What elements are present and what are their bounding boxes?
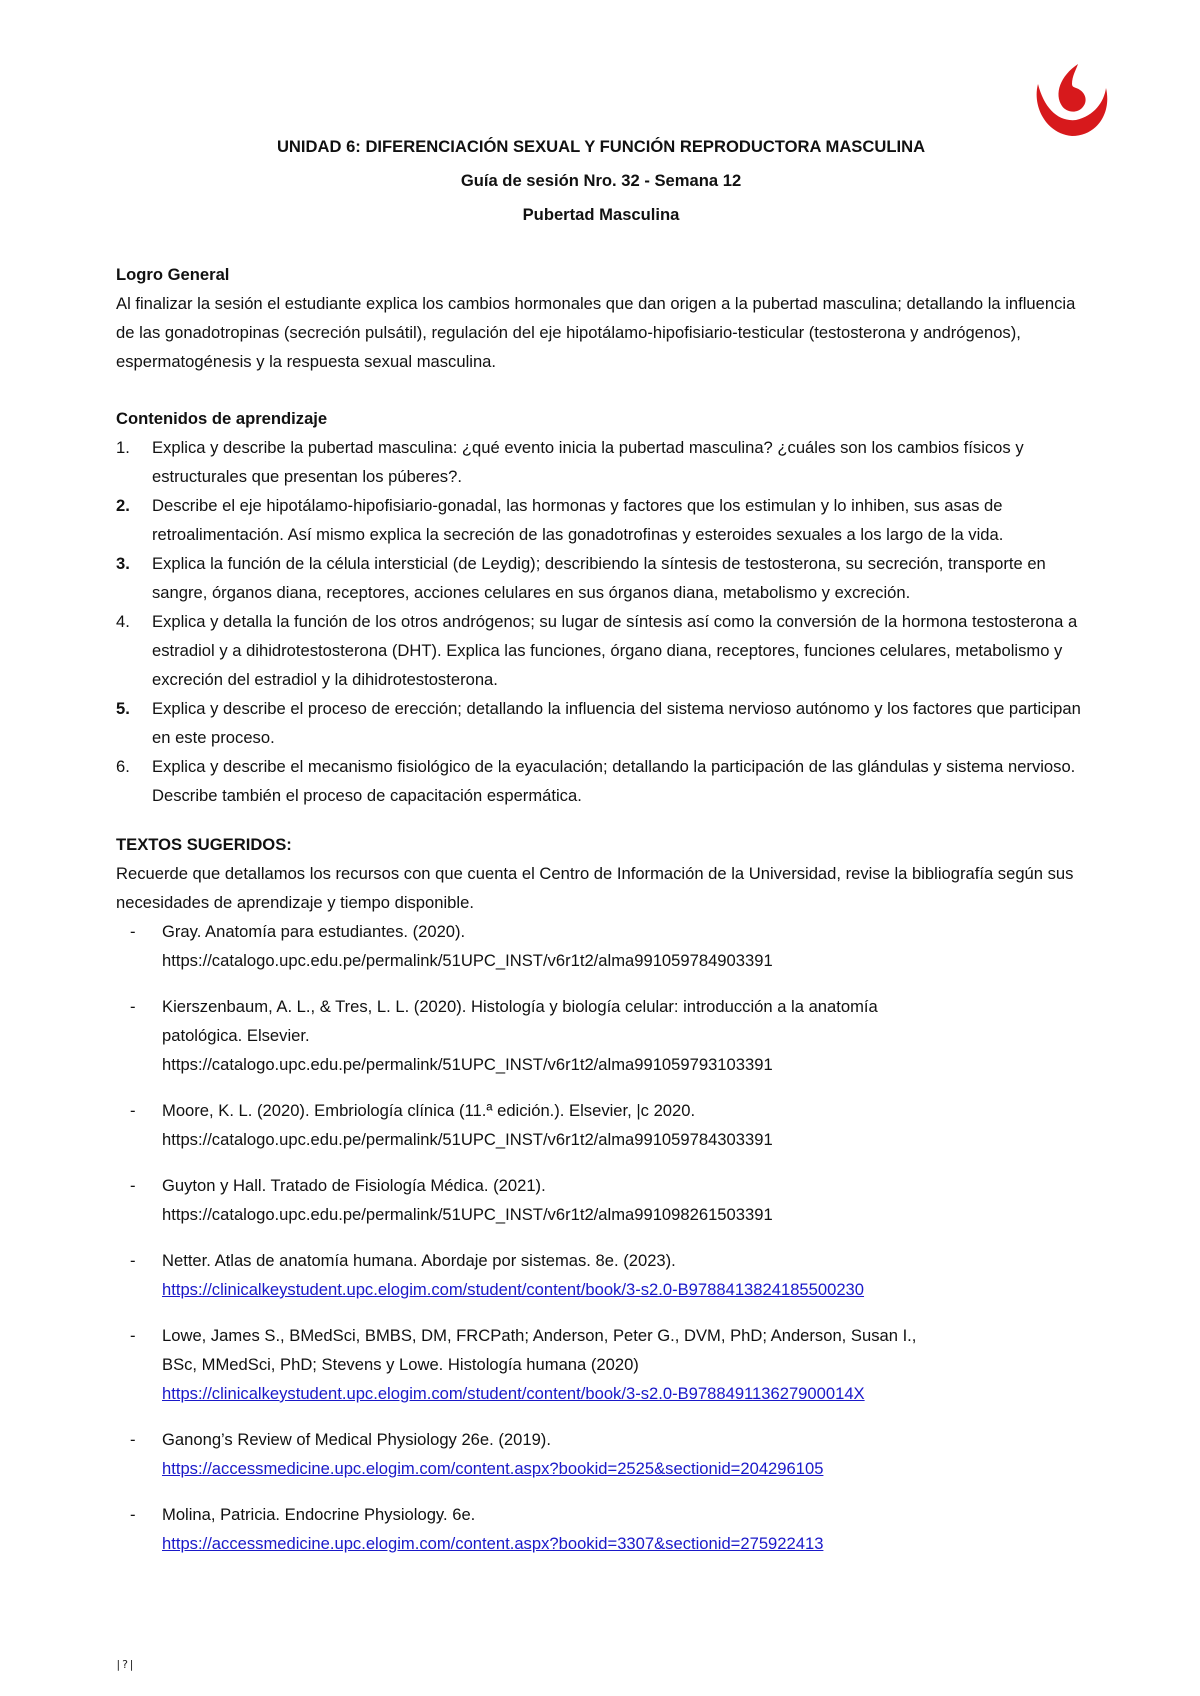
list-text: Describe el eje hipotálamo-hipofisiario-gonadal, las hormonas y factores que los estimulan y lo inhiben, sus asas de retroalimentación. Así mismo explica la secreción de las gonadotrofinas y esteroides sexuales a los largo de la vida. bbox=[152, 496, 1004, 544]
dash-marker: - bbox=[130, 1101, 136, 1120]
textos-heading: TEXTOS SUGERIDOS: bbox=[116, 835, 292, 854]
contenidos-list bbox=[116, 433, 1086, 810]
logo-flame bbox=[1059, 64, 1086, 112]
topic-title: Pubertad Masculina bbox=[522, 205, 680, 224]
list-item bbox=[116, 549, 1086, 607]
list-item bbox=[116, 433, 1086, 491]
reference-citation: Lowe, James S., BMedSci, BMBS, DM, FRCPath; Anderson, Peter G., DVM, PhD; Anderson, Susan I., bbox=[162, 1326, 917, 1345]
dash-marker: - bbox=[130, 1326, 136, 1345]
reference-item bbox=[116, 1096, 1086, 1154]
dash-marker: - bbox=[130, 1251, 136, 1270]
logro-heading: Logro General bbox=[116, 265, 230, 284]
reference-url: https://catalogo.upc.edu.pe/permalink/51UPC_INST/v6r1t2/alma991059793103391 bbox=[162, 1055, 773, 1074]
reference-citation: Gray. Anatomía para estudiantes. (2020). bbox=[162, 922, 466, 941]
dash-marker: - bbox=[130, 922, 136, 941]
logro-text: Al finalizar la sesión el estudiante explica los cambios hormonales que dan origen a la pubertad masculina; detallando la influencia de las gonadotropinas (secreción pulsátil), regulación del eje hipotálamo-hipofisiario-testicular (testosterona y andrógenos), espermatogénesis y la respuesta sexual masculina. bbox=[116, 294, 1076, 371]
document-page bbox=[116, 130, 1086, 1575]
dash-marker: - bbox=[130, 1176, 136, 1195]
dash-marker: - bbox=[130, 1430, 136, 1449]
dash-marker: - bbox=[130, 997, 136, 1016]
reference-item bbox=[116, 1425, 1086, 1483]
reference-item bbox=[116, 992, 1086, 1079]
list-item bbox=[116, 607, 1086, 694]
list-text: Explica y describe el proceso de erección; detallando la influencia del sistema nervioso autónomo y los factores que participan en este proceso. bbox=[152, 699, 1081, 747]
footer-mark: |?| bbox=[115, 1658, 135, 1671]
list-number: 6. bbox=[116, 757, 130, 776]
reference-url: https://catalogo.upc.edu.pe/permalink/51UPC_INST/v6r1t2/alma991059784303391 bbox=[162, 1130, 773, 1149]
reference-item bbox=[116, 1321, 1086, 1408]
reference-citation: Moore, K. L. (2020). Embriología clínica (11.ª edición.). Elsevier, |c 2020. bbox=[162, 1101, 696, 1120]
reference-item bbox=[116, 1246, 1086, 1304]
list-item bbox=[116, 694, 1086, 752]
reference-citation: Netter. Atlas de anatomía humana. Abordaje por sistemas. 8e. (2023). bbox=[162, 1251, 676, 1270]
list-number: 2. bbox=[116, 496, 130, 515]
list-text: Explica y describe la pubertad masculina: ¿qué evento inicia la pubertad masculina? ¿cuáles son los cambios físicos y estructurales que presentan los púberes?. bbox=[152, 438, 1024, 486]
reference-link[interactable]: https://clinicalkeystudent.upc.elogim.com/student/content/book/3-s2.0-B978849113627900014X bbox=[162, 1384, 865, 1403]
list-item bbox=[116, 491, 1086, 549]
list-text: Explica y describe el mecanismo fisiológico de la eyaculación; detallando la participación de las glándulas y sistema nervioso. Describe también el proceso de capacitación espermática. bbox=[152, 757, 1076, 805]
textos-intro: Recuerde que detallamos los recursos con que cuenta el Centro de Información de la Universidad, revise la bibliografía según sus necesidades de aprendizaje y tiempo disponible. bbox=[116, 864, 1074, 912]
list-number: 5. bbox=[116, 699, 130, 718]
reference-item bbox=[116, 917, 1086, 975]
contenidos-heading: Contenidos de aprendizaje bbox=[116, 409, 328, 428]
reference-item bbox=[116, 1500, 1086, 1558]
session-guide: Guía de sesión Nro. 32 - Semana 12 bbox=[460, 171, 742, 190]
unit-title: UNIDAD 6: DIFERENCIACIÓN SEXUAL Y FUNCIÓN REPRODUCTORA MASCULINA bbox=[276, 137, 926, 156]
reference-citation: Guyton y Hall. Tratado de Fisiología Médica. (2021). bbox=[162, 1176, 546, 1195]
reference-citation: Molina, Patricia. Endocrine Physiology. 6e. bbox=[162, 1505, 476, 1524]
reference-citation: BSc, MMedSci, PhD; Stevens y Lowe. Histología humana (2020) bbox=[162, 1355, 639, 1374]
reference-url: https://catalogo.upc.edu.pe/permalink/51UPC_INST/v6r1t2/alma991059784903391 bbox=[162, 951, 773, 970]
reference-link[interactable]: https://clinicalkeystudent.upc.elogim.com/student/content/book/3-s2.0-B9788413824185500230 bbox=[162, 1280, 865, 1299]
list-item bbox=[116, 752, 1086, 810]
reference-link[interactable]: https://accessmedicine.upc.elogim.com/content.aspx?bookid=2525&sectionid=204296105 bbox=[162, 1459, 824, 1478]
dash-marker: - bbox=[130, 1505, 136, 1524]
list-number: 4. bbox=[116, 612, 130, 631]
reference-citation: Ganong’s Review of Medical Physiology 26e. (2019). bbox=[162, 1430, 551, 1449]
reference-citation: patológica. Elsevier. bbox=[162, 1026, 310, 1045]
list-number: 3. bbox=[116, 554, 130, 573]
reference-citation: Kierszenbaum, A. L., & Tres, L. L. (2020). Histología y biología celular: introducción a la anatomía bbox=[162, 997, 878, 1016]
list-text: Explica la función de la célula intersticial (de Leydig); describiendo la síntesis de testosterona, su secreción, transporte en sangre, órganos diana, receptores, acciones celulares en sus órganos diana, metabolismo y excreción. bbox=[152, 554, 1046, 602]
reference-item bbox=[116, 1171, 1086, 1229]
references-list bbox=[116, 917, 1086, 1558]
list-text: Explica y detalla la función de los otros andrógenos; su lugar de síntesis así como la conversión de la hormona testosterona a estradiol y a dihidrotestosterona (DHT). Explica las funciones, órgano diana, receptores, funciones celulares, metabolismo y excreción del estradiol y la dihidrotestosterona. bbox=[152, 612, 1078, 689]
reference-url: https://catalogo.upc.edu.pe/permalink/51UPC_INST/v6r1t2/alma991098261503391 bbox=[162, 1205, 773, 1224]
list-number: 1. bbox=[116, 438, 130, 457]
reference-link[interactable]: https://accessmedicine.upc.elogim.com/content.aspx?bookid=3307&sectionid=275922413 bbox=[162, 1534, 824, 1553]
